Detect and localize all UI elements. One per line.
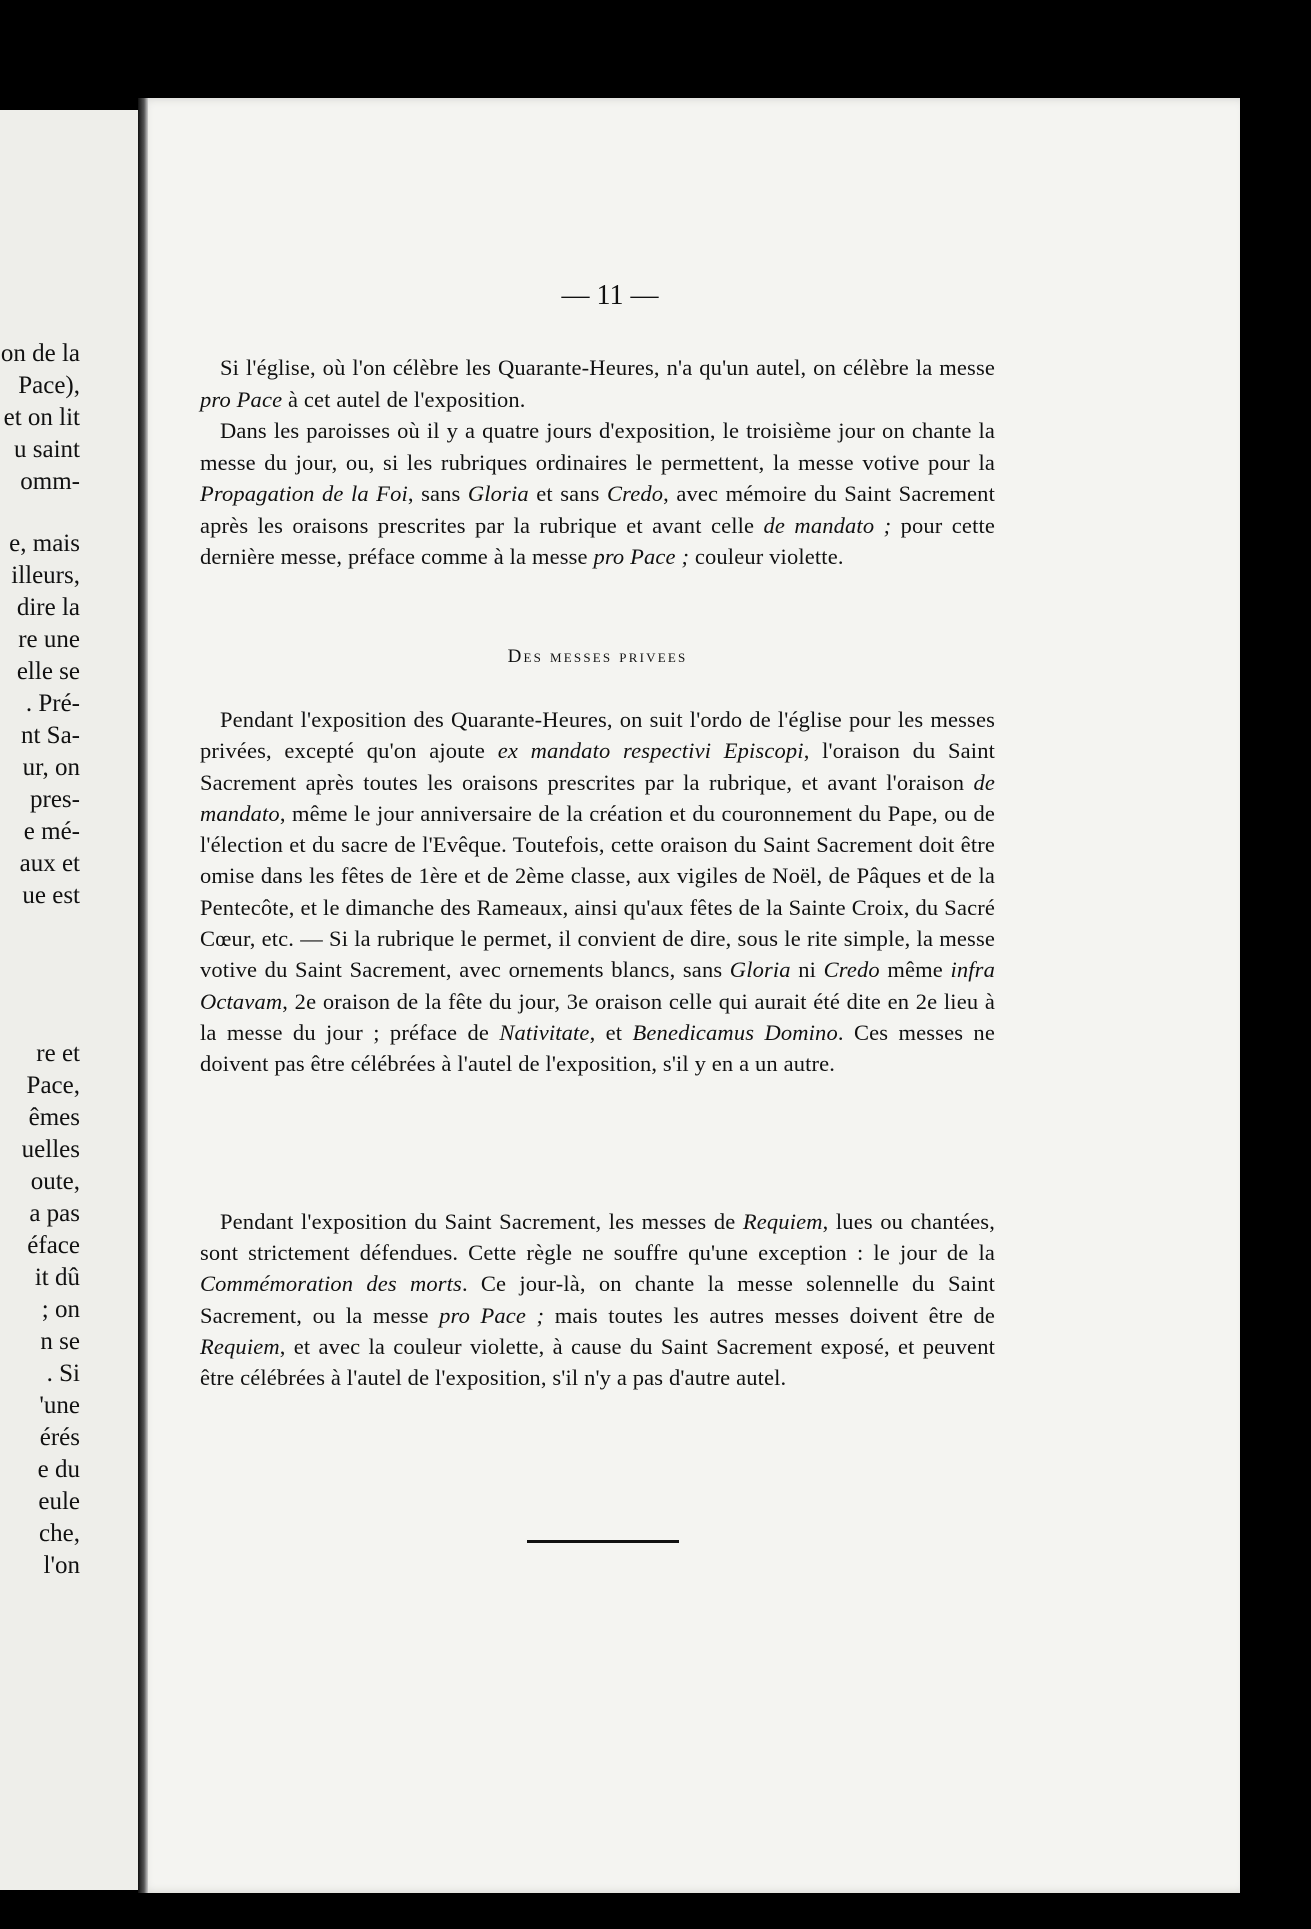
facing-page-line: . Pré- — [25, 690, 80, 717]
facing-page-line: Pace), — [18, 372, 80, 399]
text-run: . Ce jour-là, on chante la messe solennelle du Saint Sacrement, ou la messe — [200, 1271, 995, 1328]
facing-page-line: eule — [38, 1488, 80, 1515]
italic-run: Credo — [823, 957, 880, 983]
italic-run: Commémoration des morts — [200, 1271, 462, 1297]
facing-page-line: re et — [36, 1040, 80, 1067]
text-run: , sans — [407, 481, 468, 506]
facing-page-line: a pas — [29, 1200, 80, 1227]
italic-run: Propagation de la Foi — [200, 481, 408, 506]
italic-run: Requiem — [200, 1333, 280, 1359]
facing-page-line: l'on — [43, 1552, 80, 1579]
italic-run: Requiem — [742, 1209, 823, 1234]
text-run: , même le jour anniversaire de la création et du couronnement du Pape, ou de l'élection et du sacre de l'Evêque. Toutefois, cette oraison du Saint Sacrement doit être omise dans les fêtes de 1ère et de 2ème classe, aux vigiles de Noël, de Pâques et de la Pentecôte, et le dimanche des Rameaux, ainsi qu'aux fêtes de la Sainte Croix, du Sacré Cœur, etc. — Si la rubrique le permet, il convient de dire, sous le rite simple, la messe votive du Saint Sacrement, avec ornements blancs, sans — [200, 800, 995, 983]
text-run: ni — [790, 957, 824, 983]
italic-run: Credo — [606, 481, 664, 506]
paragraph-text — [200, 1209, 995, 1390]
text-run: , l'oraison du Saint Sacrement après toutes les oraisons prescrites par la rubrique, et avant l'oraison — [200, 738, 996, 795]
text-run: pour cette dernière messe, préface comme à la messe — [200, 512, 996, 569]
paragraph-text — [200, 418, 995, 569]
facing-page-line: 'une — [39, 1392, 80, 1419]
facing-page-line: re une — [18, 626, 80, 653]
text-run: , 2e oraison de la fête du jour, 3e oraison celle qui aurait été dite en 2e lieu à la messe du jour ; préface de — [200, 988, 995, 1045]
text-run: . Ces messes ne doivent pas être célébrées à l'autel de l'exposition, s'il y en a un autre. — [200, 1019, 995, 1077]
facing-page-line: u saint — [14, 436, 80, 463]
facing-page-line: pres- — [30, 786, 80, 813]
italic-run: ex mandato respectivi Episcopi — [497, 738, 804, 764]
facing-page-line: e mé- — [23, 818, 80, 845]
facing-page-line: érés — [39, 1424, 80, 1451]
facing-page-line: ue est — [22, 882, 80, 909]
page-number: — 11 — — [561, 280, 659, 311]
facing-page-left — [0, 110, 150, 1890]
italic-run: pro Pace — [200, 386, 283, 412]
text-run: Pendant l'exposition du Saint Sacrement, les messes de — [220, 1209, 743, 1234]
facing-page-line: e du — [37, 1456, 80, 1483]
facing-page-line: et on lit — [3, 404, 80, 431]
paragraph — [200, 415, 995, 573]
text-run: , lues ou chantées, sont strictement défendues. Cette règle ne souffre qu'une exception : le jour de la — [200, 1209, 995, 1266]
facing-page-line: ; on — [41, 1296, 80, 1323]
facing-page-line: e, mais — [9, 530, 80, 557]
facing-page-line: éface — [27, 1232, 80, 1259]
italic-run: Gloria — [729, 957, 791, 983]
italic-run: pro Pace ; — [439, 1302, 545, 1328]
text-run: Si l'église, où l'on célèbre les Quarante-Heures, n'a qu'un autel, on célèbre la messe — [220, 355, 995, 380]
italic-run: Benedicamus Domino — [632, 1019, 838, 1045]
text-run: mais toutes les autres messes doivent être de — [544, 1302, 995, 1328]
text-run: couleur violette. — [689, 544, 844, 569]
facing-page-line: nt Sa- — [20, 722, 80, 749]
facing-page-line: aux et — [19, 850, 80, 877]
text-run: à cet autel de l'exposition. — [282, 386, 526, 412]
facing-page-line: Pace, — [26, 1072, 80, 1099]
text-run: même — [879, 957, 951, 983]
italic-run: pro Pace ; — [593, 544, 690, 569]
text-run: , et — [589, 1019, 633, 1045]
paragraph — [200, 352, 995, 415]
facing-page-line: oute, — [30, 1168, 80, 1195]
text-run: Dans les paroisses où il y a quatre jours d'exposition, le troisième jour on chante la messe du jour, ou, si les rubriques ordinaires le permettent, la messe votive pour la — [200, 418, 995, 475]
facing-page-line: dire la — [16, 594, 80, 621]
paragraph-text — [200, 355, 995, 412]
italic-run: de mandato — [200, 769, 995, 826]
facing-page-line: uelles — [21, 1136, 80, 1163]
text-run: , et avec la couleur violette, à cause du Saint Sacrement exposé, et peuvent être célébrées à l'autel de l'exposition, s'il n'y a pas d'autre autel. — [200, 1333, 995, 1391]
facing-page-line: n se — [40, 1328, 80, 1355]
text-run: , avec mémoire du Saint Sacrement après les oraisons prescrites par la rubrique et avant celle — [200, 481, 995, 538]
facing-page-line: elle se — [16, 658, 80, 685]
section-heading: Des messes privees — [507, 646, 688, 667]
facing-page-line: . Si — [46, 1360, 80, 1387]
facing-page-line: on de la — [0, 340, 80, 367]
facing-page-line: che, — [39, 1520, 80, 1547]
text-run: et sans — [528, 481, 607, 506]
facing-page-line: êmes — [28, 1104, 80, 1131]
paragraph — [200, 1206, 995, 1393]
end-rule — [527, 1540, 679, 1543]
facing-page-line: illeurs, — [11, 562, 80, 589]
italic-run: Nativitate — [499, 1019, 590, 1045]
italic-run: Gloria — [467, 481, 529, 506]
text-run: Pendant l'exposition des Quarante-Heures, on suit l'ordo de l'église pour les messes privées, excepté qu'on ajoute — [200, 707, 995, 764]
italic-run: infra Octavam — [200, 957, 995, 1014]
book-spine — [138, 98, 148, 1893]
paragraph-text — [200, 707, 995, 1076]
facing-page-line: omm- — [20, 468, 80, 495]
facing-page-line: it dû — [34, 1264, 80, 1291]
paragraph — [200, 704, 995, 1080]
facing-page-line: ur, on — [22, 754, 80, 781]
italic-run: de mandato ; — [763, 512, 892, 538]
